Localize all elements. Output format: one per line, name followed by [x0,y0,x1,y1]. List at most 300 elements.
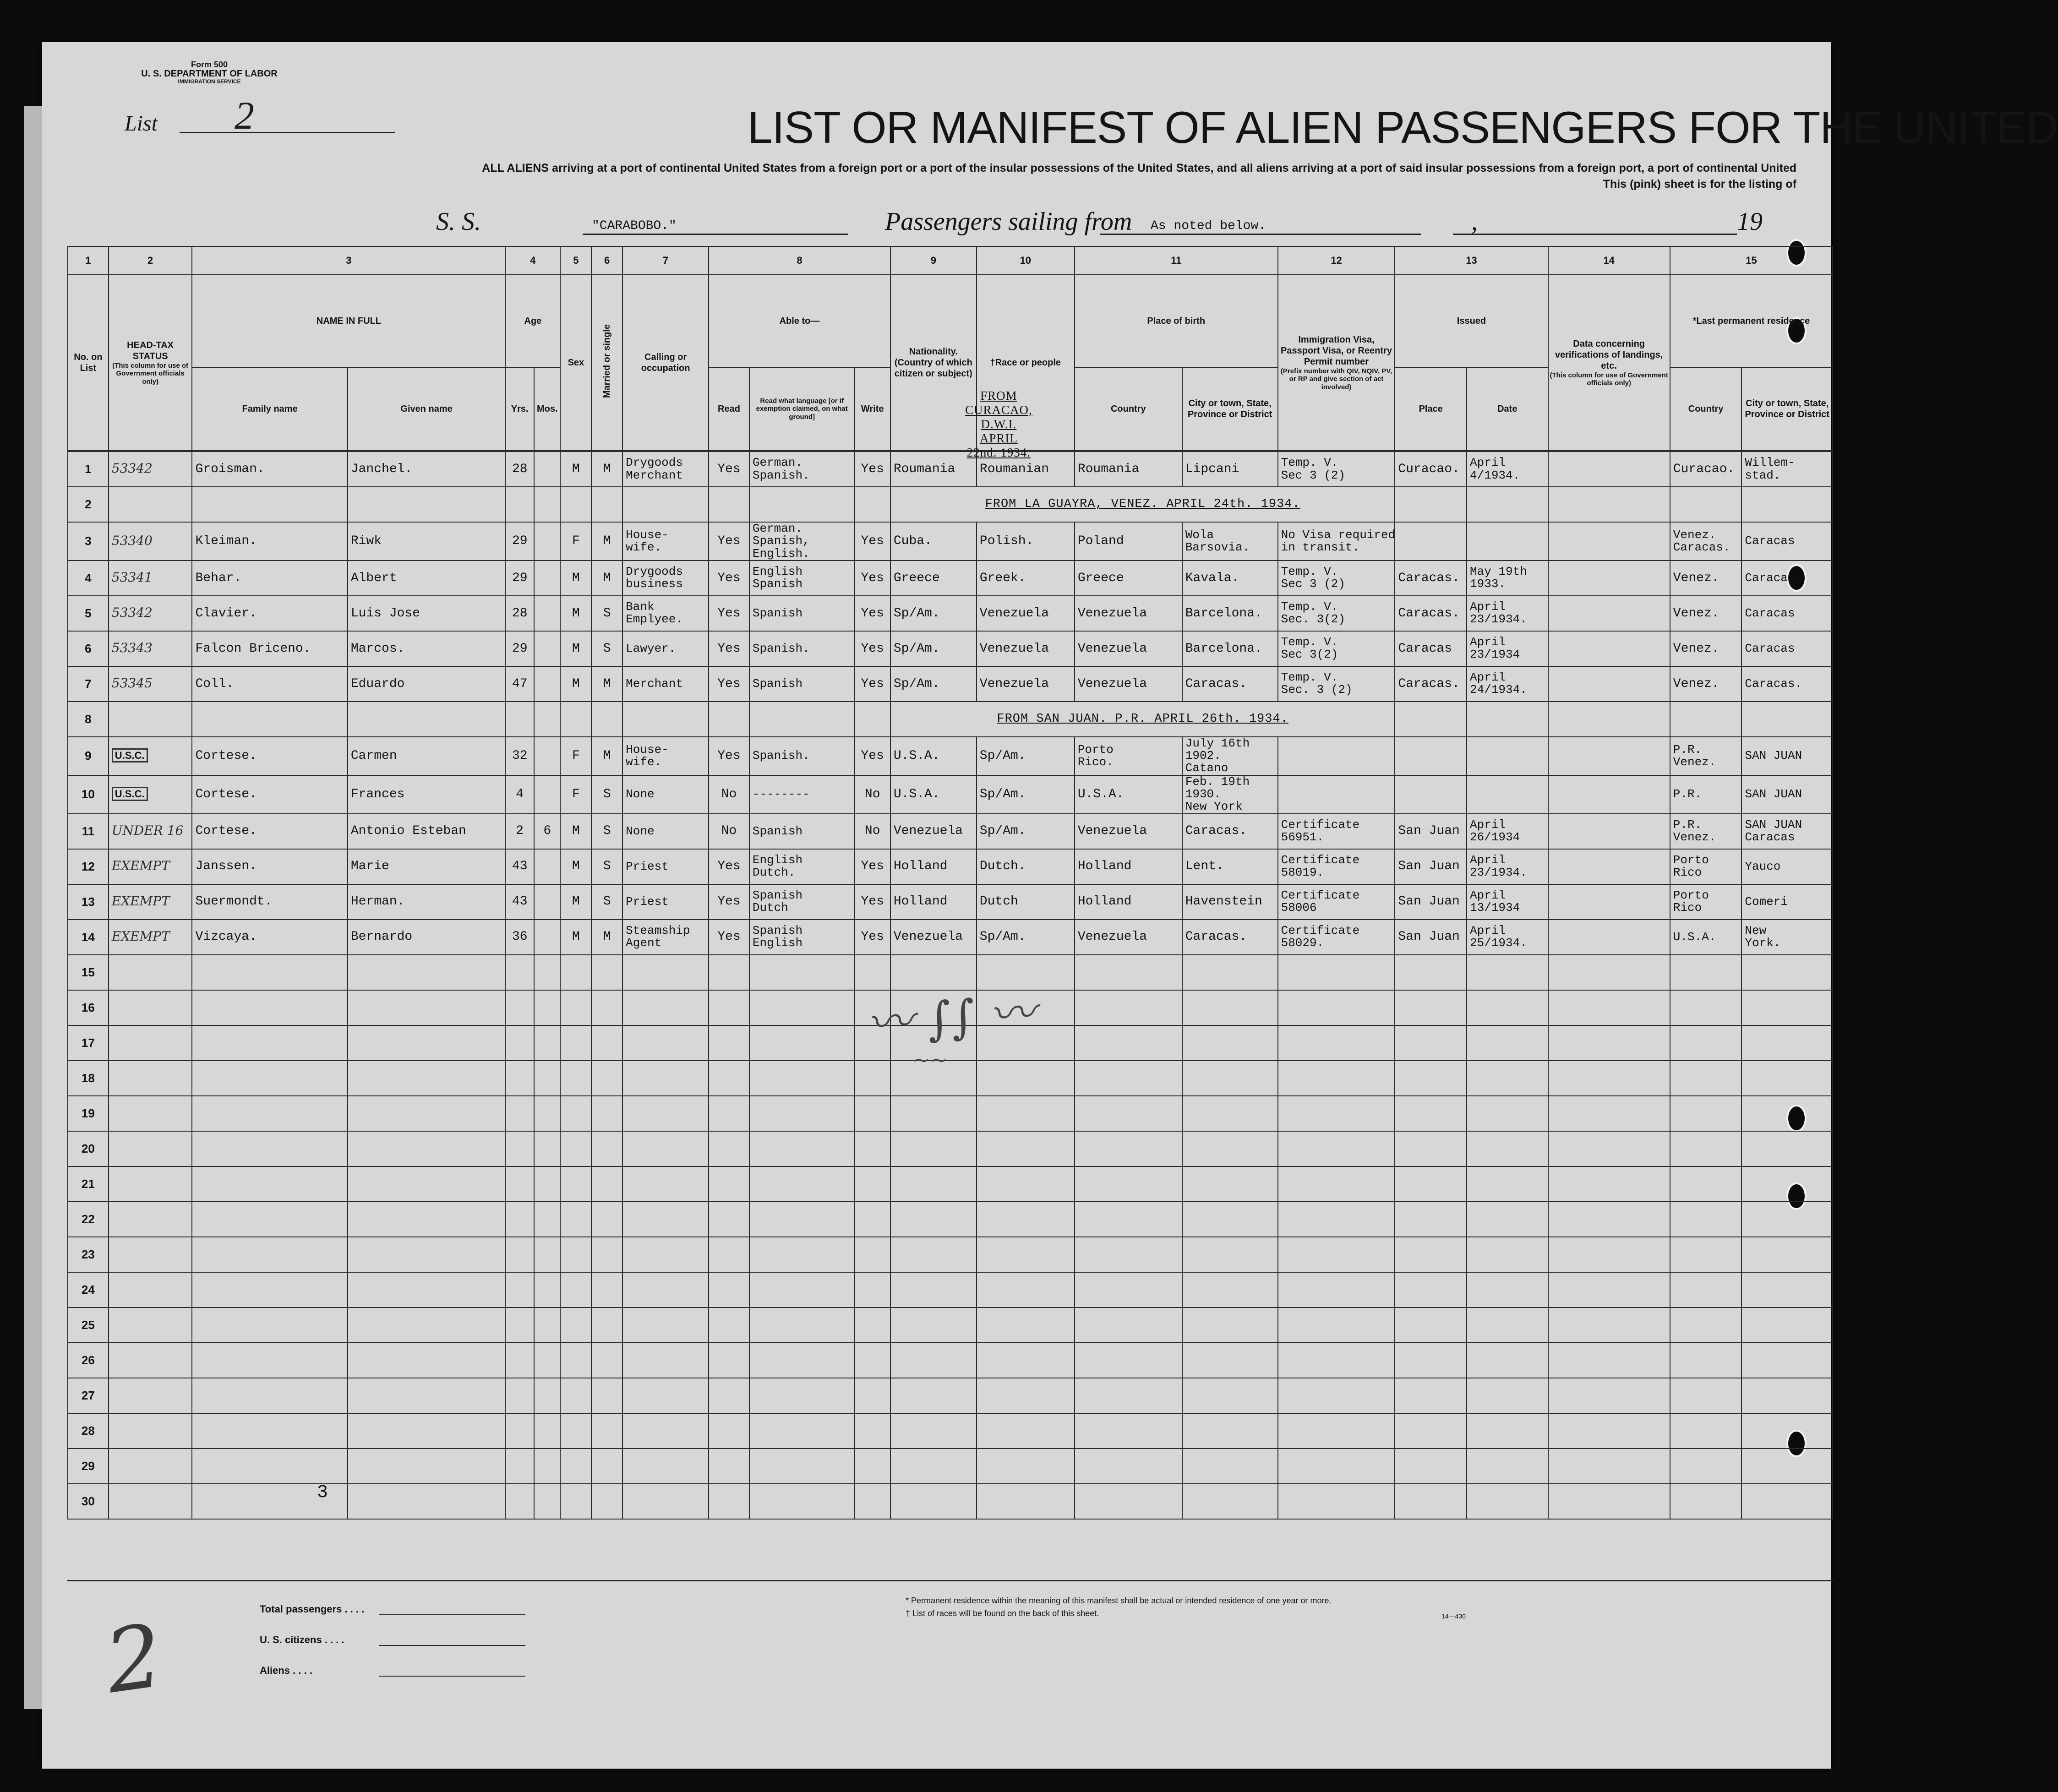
cell-yrs: 36 [505,920,534,955]
cell-family [192,702,347,737]
cell-sex [560,1202,591,1237]
cell-date [1467,1378,1548,1413]
cell-yrs [505,702,534,737]
cell-visa [1278,920,1395,955]
cell-write [855,955,890,990]
cell-place [1395,522,1467,561]
cell-write: Yes [855,849,890,884]
cell-birth-city [1182,1307,1278,1343]
cell-line: 56951. [1281,830,1324,844]
cell-write [855,1378,890,1413]
cell-res-city [1741,775,1833,814]
cell-line: House- [626,742,669,757]
cell-no: 21 [68,1166,109,1202]
cell-family [192,1237,347,1272]
cell-family: Cortese. [192,814,347,849]
cell-write: Yes [855,561,890,596]
section-heading: FROM SAN JUAN. P.R. APRIL 26th. 1934. [997,712,1288,726]
signature-note: ~~ [912,1047,948,1072]
cell-visa [1278,1378,1395,1413]
cell-read: Yes [709,522,749,561]
cell-line: Sec. 3(2) [1281,612,1346,626]
header-able-to: Able to— [709,275,890,367]
cell-line: 23/1934. [1470,866,1527,880]
cell-read [709,1237,749,1272]
section-heading: FROM CURACAO, D.W.I. APRIL 22nd. 1934. [965,389,1032,459]
cell-date [1467,1484,1548,1519]
cell-calling [622,487,709,522]
cell-line: Wola [1185,528,1214,542]
cell-no: 12 [68,849,109,884]
header-nationality: Nationality. (Country of which citizen or subject) [890,275,977,451]
header-no-on-list: No. on List [68,275,109,451]
cell-res-city [1741,1343,1833,1378]
cell-no: 19 [68,1096,109,1131]
aliens-line [379,1676,525,1677]
cell-calling [622,631,709,666]
cell-sex: M [560,631,591,666]
cell-date [1467,1272,1548,1307]
cell-race: Venezuela [977,666,1075,702]
cell-res-city [1741,1413,1833,1449]
cell-line: April [1470,923,1506,937]
cell-mos [534,775,560,814]
cell-race [977,1131,1075,1166]
cell-verif [1548,1449,1670,1484]
cell-mos [534,1061,560,1096]
cell-calling [622,814,709,849]
cell-verif [1548,955,1670,990]
cell-calling [622,596,709,631]
header-data-concerning: Data concerning verifications of landings, etc. (This column for use of Government officials only) [1548,275,1670,451]
cell-mos [534,1096,560,1131]
cell-verif [1548,884,1670,920]
cell-given [348,1413,506,1449]
head-tax-mark: 53343 [111,640,153,656]
cell-given [348,1202,506,1237]
header-yrs: Yrs. [505,367,534,451]
cell-yrs [505,1131,534,1166]
cell-family: Clavier. [192,596,347,631]
year-label: 19 [1737,207,1763,236]
cell-place [1395,737,1467,775]
cell-ms [591,1237,622,1272]
cell-visa [1278,451,1395,487]
cell-ms [591,1343,622,1378]
cell-verif [1548,702,1670,737]
cell-date [1467,1096,1548,1131]
cell-res-city [1741,451,1833,487]
cell-ms [591,1449,622,1484]
cell-no: 15 [68,955,109,990]
cell-res-country [1670,884,1742,920]
cell-birth-city: Lent. [1182,849,1278,884]
cell-lang [749,1025,855,1061]
cell-line: Dutch. [752,866,796,880]
cell-yrs [505,1237,534,1272]
cell-ms [591,1025,622,1061]
cell-birth-country: U.S.A. [1075,775,1182,814]
cell-given: Janchel. [348,451,506,487]
cell-line: 58006 [1281,901,1317,915]
cell-given: Antonio Esteban [348,814,506,849]
cell-nationality: Greece [890,561,977,596]
cell-ms [591,1484,622,1519]
column-number: 15 [1670,246,1833,275]
footnote-races: † List of races will be found on the back of this sheet. [906,1609,1099,1618]
cell-sex [560,1025,591,1061]
service-name: IMMIGRATION SERVICE [178,78,241,85]
cell-mos [534,920,560,955]
cell-line: 13/1934 [1470,901,1520,915]
cell-family [192,1131,347,1166]
cell-lang [749,1307,855,1343]
cell-birth-city [1182,1378,1278,1413]
cell-write [855,1449,890,1484]
cell-calling [622,1202,709,1237]
cell-lang [749,1237,855,1272]
cell-read [709,1202,749,1237]
cell-res-city [1741,1202,1833,1237]
cell-given [348,1237,506,1272]
cell-given [348,702,506,737]
column-number: 8 [709,246,890,275]
cell-date [1467,596,1548,631]
cell-sex: F [560,522,591,561]
cell-birth-country: Holland [1075,849,1182,884]
head-tax-mark: U.S.C. [112,748,148,763]
table-row [68,1272,1833,1307]
cell-lang [749,1166,855,1202]
cell-sex [560,1343,591,1378]
cell-res-country: Venez. [1670,666,1742,702]
cell-line: Temp. V. [1281,635,1338,649]
cell-nationality: Sp/Am. [890,631,977,666]
cell-res-country [1670,737,1742,775]
cell-line: 1902. [1185,749,1221,763]
cell-lang [749,1061,855,1096]
cell-line: Yauco [1745,859,1781,873]
cell-calling [622,737,709,775]
cell-place [1395,1378,1467,1413]
cell-read [709,1378,749,1413]
column-number: 6 [591,246,622,275]
cell-birth-country [1075,1237,1182,1272]
cell-line: Caracas [1745,606,1795,620]
cell-mos [534,1484,560,1519]
cell-nationality: Cuba. [890,522,977,561]
cell-ms [591,1131,622,1166]
cell-line: New York [1185,800,1243,814]
cell-line: Merchant [626,676,683,691]
cell-ms: S [591,849,622,884]
cell-visa [1278,1237,1395,1272]
cell-lang [749,955,855,990]
cell-place: San Juan [1395,920,1467,955]
cell-res-city [1741,1061,1833,1096]
cell-read: Yes [709,631,749,666]
cell-line: April [1470,670,1506,685]
cell-birth-country [1075,990,1182,1025]
cell-lang [749,849,855,884]
cell-yrs [505,955,534,990]
cell-line: Spanish [752,923,803,937]
cell-yrs: 28 [505,596,534,631]
cell-place [1395,990,1467,1025]
cell-tax [109,1202,192,1237]
cell-read: Yes [709,596,749,631]
cell-race: Venezuela [977,631,1075,666]
cell-no: 24 [68,1272,109,1307]
cell-lang [749,814,855,849]
cell-lang [749,737,855,775]
cell-no: 22 [68,1202,109,1237]
table-row [68,487,1833,522]
cell-date [1467,561,1548,596]
cell-date [1467,990,1548,1025]
cell-line: Caracas [1745,641,1795,655]
cell-read: Yes [709,920,749,955]
cell-birth-city [1182,955,1278,990]
cell-res-country [1670,1307,1742,1343]
cell-birth-country [1075,1449,1182,1484]
cell-tax [109,990,192,1025]
cell-read: No [709,814,749,849]
cell-race: Greek. [977,561,1075,596]
column-number: 2 [109,246,192,275]
cell-res-city [1741,814,1833,849]
cell-birth-city [1182,1166,1278,1202]
cell-res-city [1741,1449,1833,1484]
cell-line: business [626,577,683,591]
form-code: 14—430 [1441,1612,1466,1620]
cell-line: English. [752,546,810,561]
cell-birth-city [1182,1096,1278,1131]
cell-visa [1278,1061,1395,1096]
cell-res-country [1670,1061,1742,1096]
table-row [68,1307,1833,1343]
cell-race [977,1484,1075,1519]
header-family-name: Family name [192,367,347,451]
cell-line: Sec 3(2) [1281,648,1338,662]
cell-birth-city [1182,1449,1278,1484]
table-row [68,631,1833,666]
cell-line: 58029. [1281,936,1324,950]
cell-race: Roumanian [977,451,1075,487]
cell-res-city [1741,631,1833,666]
cell-ms: S [591,814,622,849]
cell-tax [109,1131,192,1166]
cell-lang [749,884,855,920]
cell-family [192,1025,347,1061]
cell-res-country: Venez. [1670,596,1742,631]
cell-sex: F [560,737,591,775]
cell-birth-country [1075,1484,1182,1519]
table-row [68,1202,1833,1237]
cell-no: 26 [68,1343,109,1378]
cell-line: Spanish. [752,468,810,482]
cell-family [192,1061,347,1096]
sailing-comma: , [1471,207,1478,236]
cell-write: Yes [855,596,890,631]
cell-res-city [1741,955,1833,990]
cell-write [855,702,890,737]
cell-race [977,1061,1075,1096]
cell-mos [534,487,560,522]
cell-read: Yes [709,849,749,884]
cell-yrs: 47 [505,666,534,702]
cell-date [1467,522,1548,561]
cell-given [348,1166,506,1202]
list-number: 2 [235,93,254,137]
cell-line: SAN JUAN [1745,749,1802,763]
cell-read [709,1307,749,1343]
cell-given [348,955,506,990]
cell-res-city [1741,1307,1833,1343]
cell-yrs: 32 [505,737,534,775]
cell-lang [749,1449,855,1484]
head-tax-mark: U.S.C. [112,787,148,801]
cell-verif [1548,814,1670,849]
cell-yrs: 29 [505,561,534,596]
cell-mos [534,631,560,666]
cell-tax [109,1484,192,1519]
manifest-footer [67,1580,1833,1765]
cell-write [855,1272,890,1307]
cell-nationality [890,1378,977,1413]
cell-visa [1278,1272,1395,1307]
cell-nationality [890,1237,977,1272]
cell-read [709,1166,749,1202]
cell-ms [591,702,622,737]
cell-line: Dutch [752,901,788,915]
cell-line: Rico [1673,901,1702,915]
cell-given: Eduardo [348,666,506,702]
cell-mos [534,737,560,775]
cell-line: Certificate [1281,888,1360,902]
cell-line: House- [626,528,669,542]
cell-read [709,955,749,990]
cell-calling [622,1061,709,1096]
cell-place [1395,1202,1467,1237]
cell-visa [1278,1131,1395,1166]
cell-verif [1548,487,1670,522]
manifest-sheet [42,42,2058,1769]
cell-given [348,1378,506,1413]
cell-race [977,1307,1075,1343]
cell-nationality: Venezuela [890,920,977,955]
cell-race [977,1096,1075,1131]
cell-no: 17 [68,1025,109,1061]
cell-yrs: 29 [505,631,534,666]
cell-date [1467,814,1548,849]
cell-tax [109,1343,192,1378]
cell-birth-city [1182,1061,1278,1096]
cell-sex [560,955,591,990]
cell-write [855,1237,890,1272]
column-number: 1 [68,246,109,275]
cell-verif [1548,522,1670,561]
cell-calling [622,666,709,702]
cell-line: No Visa required [1281,528,1396,542]
cell-given: Marie [348,849,506,884]
cell-nationality [890,1131,977,1166]
cell-mos [534,1202,560,1237]
cell-birth-country: Venezuela [1075,814,1182,849]
cell-nationality: U.S.A. [890,737,977,775]
cell-verif [1548,1166,1670,1202]
cell-sex [560,1237,591,1272]
cell-place [1395,1272,1467,1307]
cell-sex: M [560,666,591,702]
cell-calling [622,1272,709,1307]
cell-visa [1278,631,1395,666]
cell-no: 8 [68,702,109,737]
cell-tax [109,737,192,775]
column-number-row [68,246,1833,275]
cell-tax [109,1413,192,1449]
list-label: List [125,111,158,136]
cell-no: 1 [68,451,109,487]
cell-res-city [1741,1025,1833,1061]
cell-nationality: Sp/Am. [890,666,977,702]
cell-birth-country [1075,1131,1182,1166]
table-row [68,775,1833,814]
cell-line: Bank [626,600,655,614]
cell-birth-country [1075,1202,1182,1237]
cell-res-city [1741,1166,1833,1202]
cell-tax [109,666,192,702]
cell-sex: M [560,596,591,631]
head-tax-mark: 53342 [111,461,153,476]
cell-family: Janssen. [192,849,347,884]
cell-mos [534,884,560,920]
cell-line: 58019. [1281,866,1324,880]
cell-res-country [1670,920,1742,955]
cell-verif [1548,1484,1670,1519]
cell-tax [109,1237,192,1272]
cell-visa [1278,990,1395,1025]
cell-read [709,702,749,737]
cell-line: Sec 3 (2) [1281,577,1346,591]
cell-place: Caracas. [1395,561,1467,596]
cell-family: Cortese. [192,775,347,814]
header-place-of-birth: Place of birth [1075,275,1278,367]
cell-line: April [1470,888,1506,902]
cell-line: wife. [626,755,662,769]
cell-line: English [752,936,803,950]
cell-birth-city: Kavala. [1182,561,1278,596]
sailing-underline [1100,234,1421,235]
cell-line: 24/1934. [1470,683,1527,697]
cell-lang [749,702,855,737]
cell-given [348,990,506,1025]
ship-prefix: S. S. [436,207,481,236]
cell-mos [534,1166,560,1202]
table-row [68,1131,1833,1166]
cell-date [1467,1166,1548,1202]
cell-visa [1278,814,1395,849]
cell-family: Behar. [192,561,347,596]
cell-line: Spanish [752,676,803,691]
cell-no: 29 [68,1449,109,1484]
table-row [68,451,1833,487]
column-number: 3 [192,246,505,275]
column-number: 4 [505,246,560,275]
cell-given: Frances [348,775,506,814]
cell-line: P.R. [1673,742,1702,757]
cell-verif [1548,1061,1670,1096]
